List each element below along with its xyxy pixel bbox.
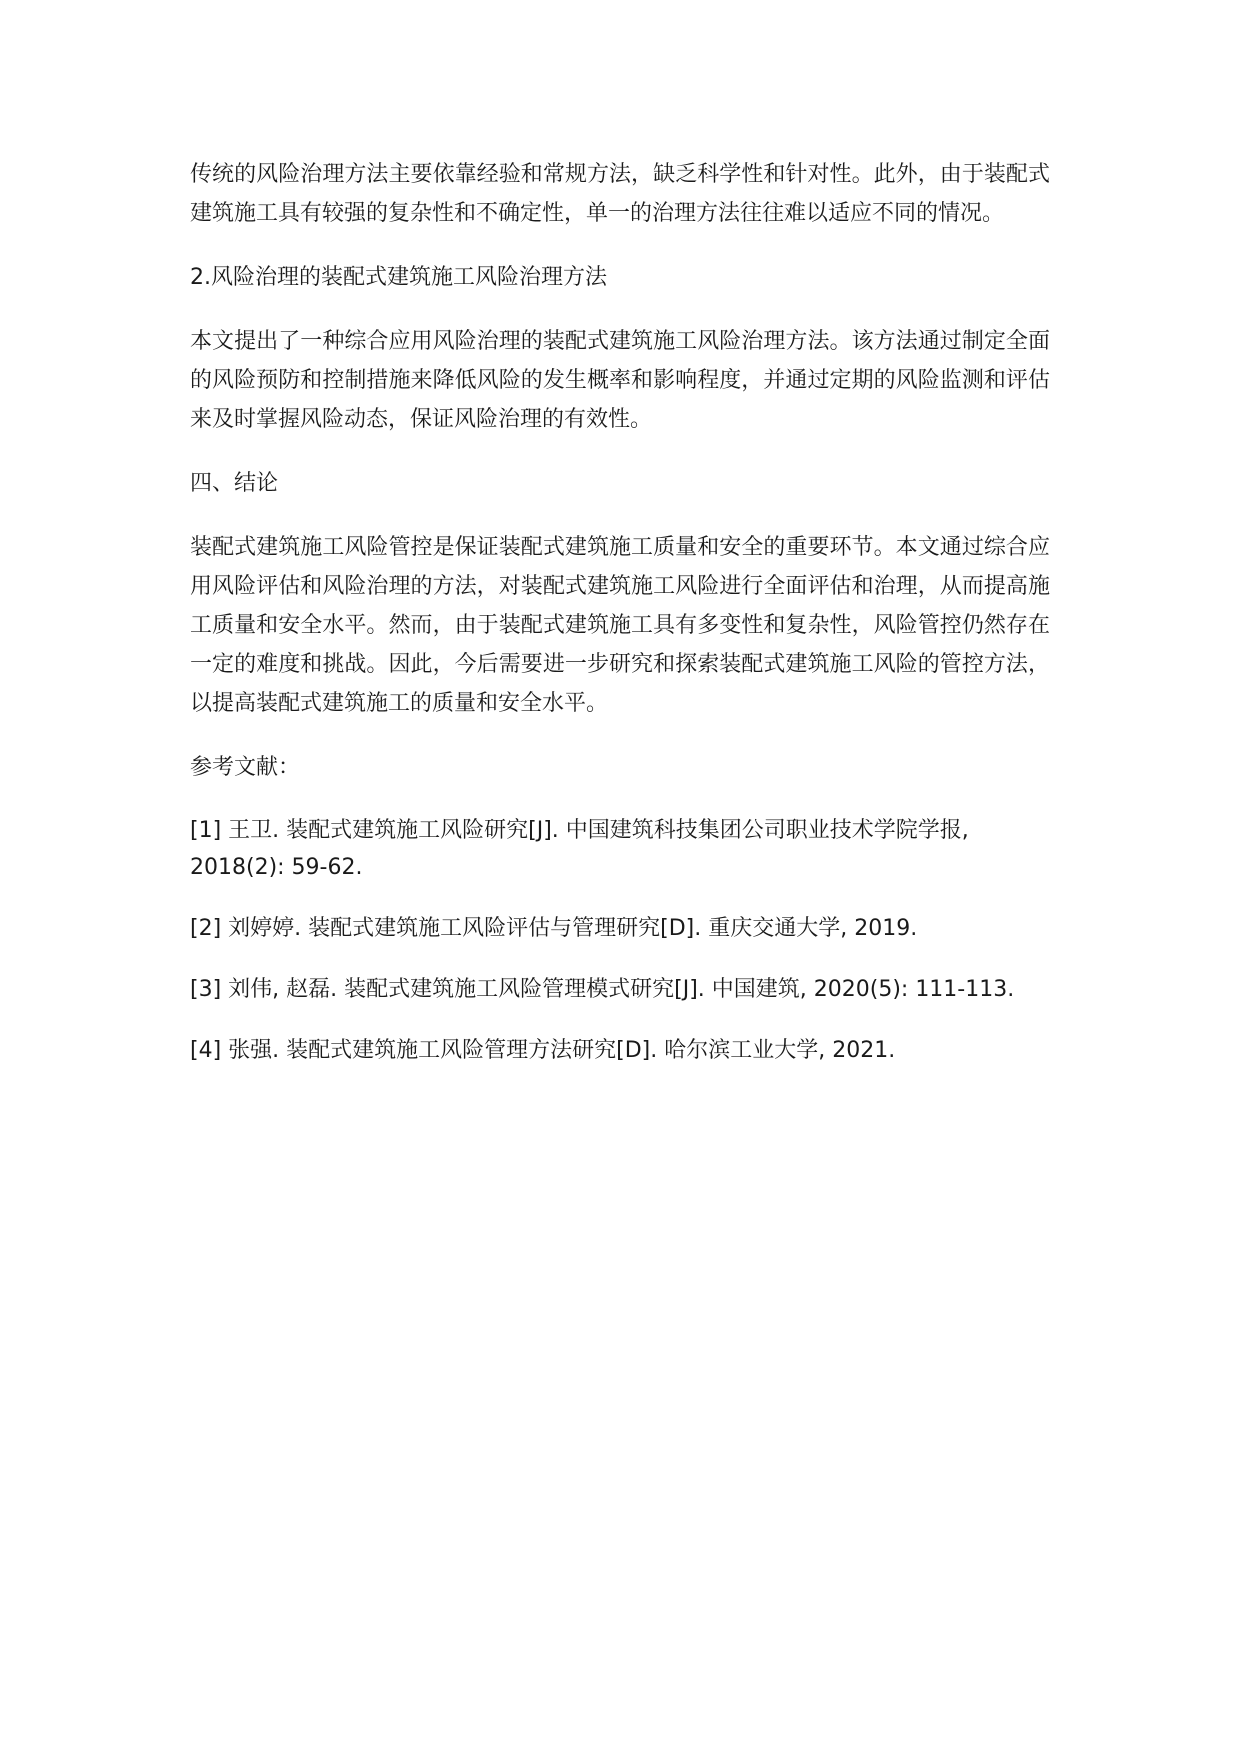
- paragraph-conclusion: 装配式建筑施工风险管控是保证装配式建筑施工质量和安全的重要环节。本文通过综合应用风险评估和风险治理的方法，对装配式建筑施工风险进行全面评估和治理，从而提高施工质量和安全水平。然而，由于装配式建筑施工具有多变性和复杂性，风险管控仍然存在一定的难度和挑战。因此，今后需要进一步研究和探索装配式建筑施工风险的管控方法，以提高装配式建筑施工的质量和安全水平。: [190, 535, 1050, 716]
- reference-item: [2] 刘婷婷. 装配式建筑施工风险评估与管理研究[D]. 重庆交通大学, 2019.: [190, 916, 918, 941]
- reference-item: [1] 王卫. 装配式建筑施工风险研究[J]. 中国建筑科技集团公司职业技术学院学报, 2018(2): 59-62.: [190, 818, 969, 880]
- paragraph-proposed-method: 本文提出了一种综合应用风险治理的装配式建筑施工风险治理方法。该方法通过制定全面的风险预防和控制措施来降低风险的发生概率和影响程度，并通过定期的风险监测和评估来及时掌握风险动态，保证风险治理的有效性。: [190, 329, 1050, 432]
- section-heading-conclusion: 四、结论: [190, 471, 279, 496]
- paragraph-traditional-methods: 传统的风险治理方法主要依靠经验和常规方法，缺乏科学性和针对性。此外，由于装配式建筑施工具有较强的复杂性和不确定性，单一的治理方法往往难以适应不同的情况。: [190, 162, 1050, 226]
- reference-item: [4] 张强. 装配式建筑施工风险管理方法研究[D]. 哈尔滨工业大学, 2021.: [190, 1038, 896, 1063]
- references-list: [190, 812, 1050, 1069]
- references-title: 参考文献：: [190, 755, 301, 780]
- reference-item: [3] 刘伟, 赵磊. 装配式建筑施工风险管理模式研究[J]. 中国建筑, 2020(5): 111-113.: [190, 977, 1015, 1002]
- document-page: [190, 155, 1050, 1093]
- section-heading-risk-governance-method: 2.风险治理的装配式建筑施工风险治理方法: [190, 265, 607, 290]
